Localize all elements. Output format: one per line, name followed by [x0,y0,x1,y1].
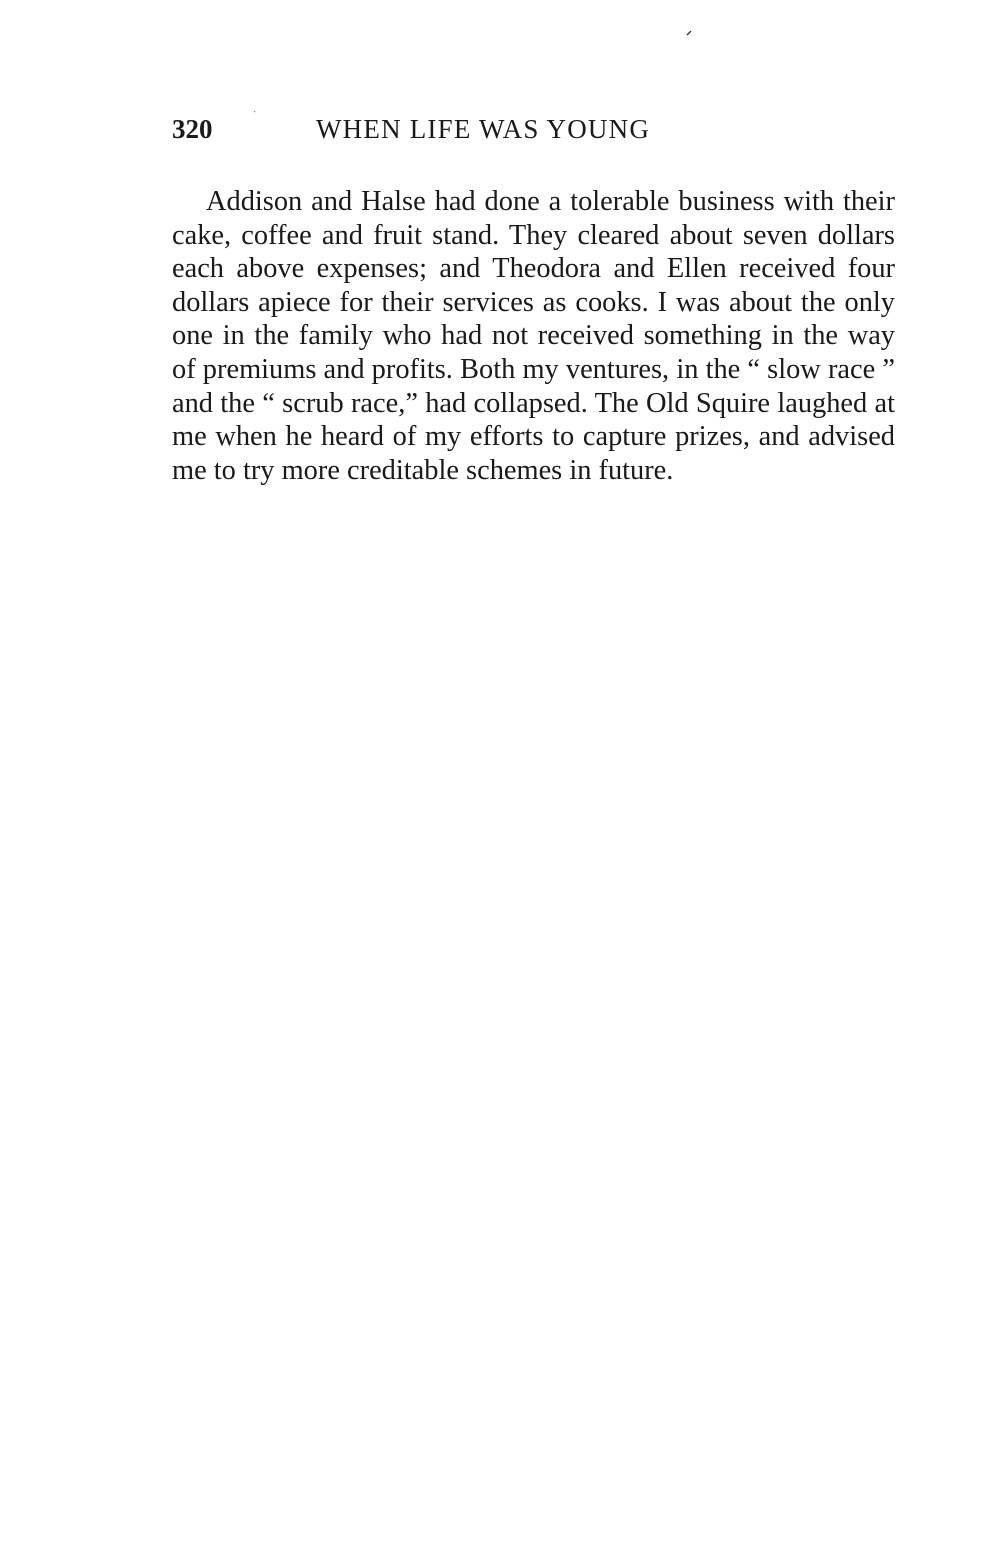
ink-speck-mark [686,30,692,36]
ink-dot-mark [253,110,256,113]
page-number: 320 [172,114,213,144]
body-paragraph: Addison and Halse had done a tolerable business with their cake, coffee and fruit stand. They cleared about seven dollars each above expenses; and Theodora and Ellen received four dollars apiece for their services as cooks. I was about the only one in the family who had not received something in the way of premiums and profits. Both my ventures, in the “ slow race ” and the “ scrub race,” had collapsed. The Old Squire laughed at me when he heard of my efforts to capture prizes, and advised me to try more creditable schemes in future. [172,186,895,486]
running-head [172,114,792,150]
book-title: WHEN LIFE WAS YOUNG [316,114,651,144]
